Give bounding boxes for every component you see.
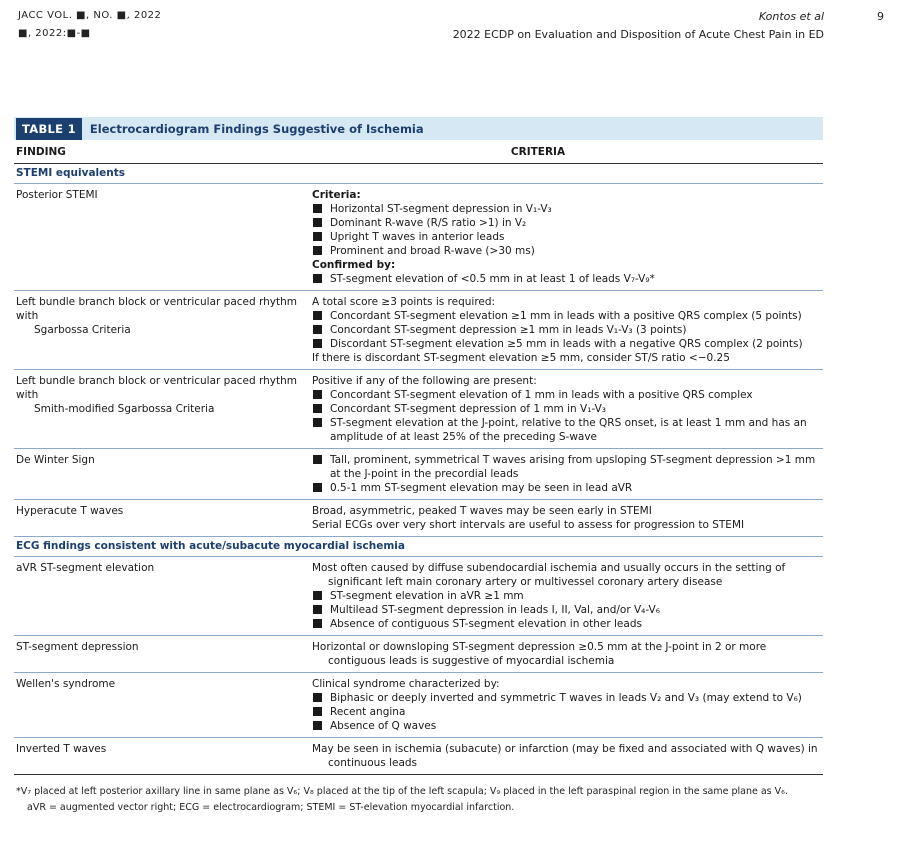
bullet-item: Concordant ST-segment elevation ≥1 mm in leads with a positive QRS complex (5 points) <box>312 309 823 323</box>
bullet-square-icon <box>313 404 322 413</box>
finding-cell: De Winter Sign <box>16 454 95 466</box>
bullet-item: Horizontal ST-segment depression in V₁-V₃ <box>312 202 823 216</box>
criteria-cell <box>310 449 823 499</box>
bullet-square-icon <box>313 591 322 600</box>
finding-cell: Left bundle branch block or ventricular paced rhythm with Smith-modified Sgarbossa Criteria <box>16 375 298 415</box>
bullet-item: ST-segment elevation of <0.5 mm in at least 1 of leads V₇-V₉* <box>312 272 823 286</box>
footnote-abbreviations: aVR = augmented vector right; ECG = electrocardiogram; STEMI = ST-elevation myocardial infarction. <box>27 802 515 813</box>
criteria-cell <box>310 184 823 290</box>
table-row <box>14 636 823 673</box>
bullet-square-icon <box>313 311 322 320</box>
criteria-cell: Positive if any of the following are present: Concordant ST-segment elevation of 1 mm in leads with a positive QRS complex Concordant ST-segment depression of 1 mm in V₁-V₃ ST-segment elevation at the J-point, relative to the QRS onset, is at least 1 mm and has an amplitude of at least 25% of the preceding S-wave <box>310 370 823 448</box>
col-finding: FINDING <box>16 145 66 158</box>
criteria-cell: Broad, asymmetric, peaked T waves may be seen early in STEMI Serial ECGs over very short intervals are useful to assess for progression to STEMI <box>312 505 745 531</box>
table-column-header <box>14 140 823 164</box>
bullet-square-icon <box>313 232 322 241</box>
finding-cell: Posterior STEMI <box>16 189 98 201</box>
journal-date: ■, 2022:■-■ <box>18 28 91 39</box>
table-row <box>14 500 823 537</box>
table-1 <box>14 117 823 775</box>
table-row <box>14 738 823 775</box>
bullet-square-icon <box>313 455 322 464</box>
bullet-item: 0.5-1 mm ST-segment elevation may be seen in lead aVR <box>312 481 823 495</box>
bullet-square-icon <box>313 339 322 348</box>
table-row <box>14 557 823 636</box>
bullet-square-icon <box>313 605 322 614</box>
finding-cell: Hyperacute T waves <box>16 505 124 517</box>
bullet-item: ST-segment elevation in aVR ≥1 mm <box>312 589 823 603</box>
bullet-square-icon <box>313 483 322 492</box>
criteria-cell: May be seen in ischemia (subacute) or infarction (may be fixed and associated with Q waves) in continuous leads <box>312 743 818 769</box>
table-row <box>14 291 823 370</box>
footnote-leads: *V₇ placed at left posterior axillary line in same plane as V₆; V₈ placed at the tip of the left scapula; V₉ placed in the left paraspinal region in the same plane as V₆. <box>16 786 788 797</box>
bullet-square-icon <box>313 274 322 283</box>
bullet-item: Concordant ST-segment depression ≥1 mm in leads V₁-V₃ (3 points) <box>312 323 823 337</box>
author-line: Kontos et al <box>758 10 824 23</box>
confirmed-heading: Confirmed by: <box>312 259 396 271</box>
bullet-square-icon <box>313 721 322 730</box>
table-row <box>14 370 823 449</box>
bullet-square-icon <box>313 693 322 702</box>
bullet-square-icon <box>313 218 322 227</box>
section-stemi-equivalents: STEMI equivalents <box>14 164 823 184</box>
criteria-cell: A total score ≥3 points is required: Concordant ST-segment elevation ≥1 mm in leads with a positive QRS complex (5 points) Concordant ST-segment depression ≥1 mm in leads V₁-V₃ (3 points) Discordant ST-segment elevation ≥5 mm in leads with a negative QRS complex (2 points) If there is discordant ST-segment elevation ≥5 mm, consider ST/S ratio <−0.25 <box>310 291 823 369</box>
finding-cell: Wellen's syndrome <box>16 678 116 690</box>
bullet-square-icon <box>313 418 322 427</box>
table-title-bar <box>14 117 823 140</box>
bullet-square-icon <box>313 390 322 399</box>
bullet-item: Concordant ST-segment elevation of 1 mm in leads with a positive QRS complex <box>312 388 823 402</box>
table-badge: TABLE 1 <box>16 118 82 140</box>
bullet-item: Recent angina <box>312 705 823 719</box>
bullet-square-icon <box>313 619 322 628</box>
section-ischemia-findings: ECG findings consistent with acute/subacute myocardial ischemia <box>14 537 823 557</box>
running-title: 2022 ECDP on Evaluation and Disposition of Acute Chest Pain in ED <box>452 28 824 41</box>
finding-cell: Left bundle branch block or ventricular paced rhythm with Sgarbossa Criteria <box>16 296 298 336</box>
journal-volume: JACC VOL. ■, NO. ■, 2022 <box>18 10 162 21</box>
finding-cell: aVR ST-segment elevation <box>16 562 155 574</box>
criteria-cell: Clinical syndrome characterized by: Biphasic or deeply inverted and symmetric T waves in leads V₂ and V₃ (may extend to V₆) Recent angina Absence of Q waves <box>310 673 823 737</box>
bullet-item: Concordant ST-segment depression of 1 mm in V₁-V₃ <box>312 402 823 416</box>
bullet-square-icon <box>313 246 322 255</box>
bullet-item: Tall, prominent, symmetrical T waves arising from upsloping ST-segment depression >1 mm at the J-point in the precordial leads <box>312 453 823 481</box>
criteria-cell: Horizontal or downsloping ST-segment depression ≥0.5 mm at the J-point in 2 or more contiguous leads is suggestive of myocardial ischemia <box>312 641 767 667</box>
bullet-item: Absence of Q waves <box>312 719 823 733</box>
bullet-item: ST-segment elevation at the J-point, relative to the QRS onset, is at least 1 mm and has an amplitude of at least 25% of the preceding S-wave <box>312 416 823 444</box>
table-row <box>14 184 823 291</box>
table-row <box>14 449 823 500</box>
bullet-square-icon <box>313 325 322 334</box>
criteria-heading: Criteria: <box>312 189 361 201</box>
table-title: Electrocardiogram Findings Suggestive of Ischemia <box>89 121 424 136</box>
bullet-item: Biphasic or deeply inverted and symmetric T waves in leads V₂ and V₃ (may extend to V₆) <box>312 691 823 705</box>
page-number: 9 <box>877 10 884 23</box>
finding-cell: Inverted T waves <box>16 743 107 755</box>
criteria-cell: Most often caused by diffuse subendocardial ischemia and usually occurs in the setting of significant left main coronary artery or multivessel coronary artery disease ST-segment elevation in aVR ≥1 mm Multilead ST-segment depression in leads I, II, Val, and/or V₄-V₆ Absence of contiguous ST-segment elevation in other leads <box>310 557 823 635</box>
bullet-item: Discordant ST-segment elevation ≥5 mm in leads with a negative QRS complex (2 points) <box>312 337 823 351</box>
col-criteria: CRITERIA <box>510 145 566 158</box>
bullet-item: Absence of contiguous ST-segment elevation in other leads <box>312 617 823 631</box>
bullet-item: Upright T waves in anterior leads <box>312 230 823 244</box>
bullet-item: Multilead ST-segment depression in leads I, II, Val, and/or V₄-V₆ <box>312 603 823 617</box>
bullet-item: Dominant R-wave (R/S ratio >1) in V₂ <box>312 216 823 230</box>
finding-cell: ST-segment depression <box>16 641 139 653</box>
bullet-item: Prominent and broad R-wave (>30 ms) <box>312 244 823 258</box>
bullet-square-icon <box>313 707 322 716</box>
table-row <box>14 673 823 738</box>
bullet-square-icon <box>313 204 322 213</box>
